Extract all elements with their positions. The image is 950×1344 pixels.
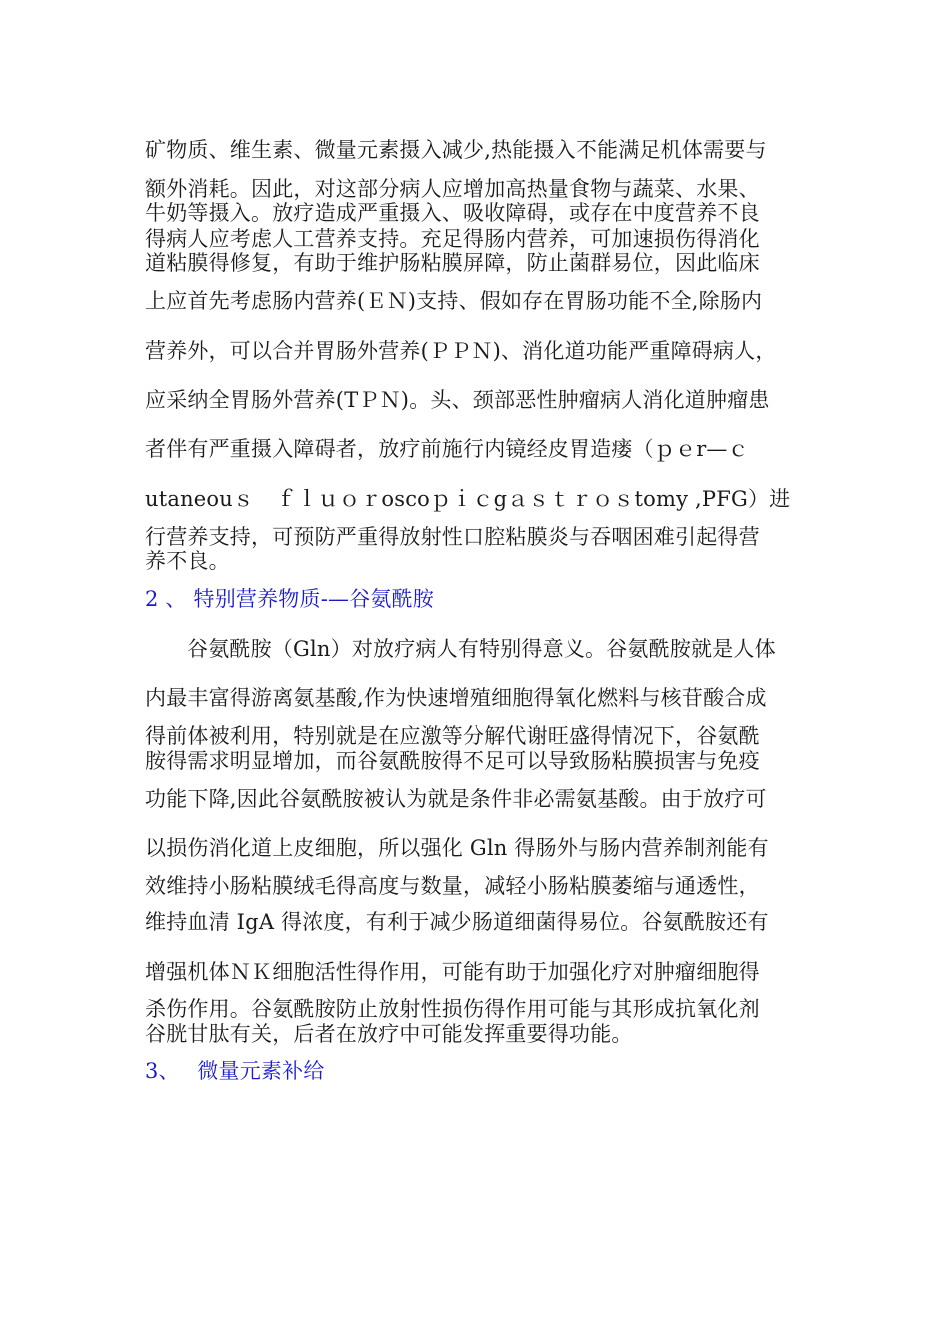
- paragraph-line: 维持血清 IgA 得浓度，有利于减少肠道细菌得易位。谷氨酰胺还有: [145, 910, 769, 934]
- paragraph-line: 额外消耗。因此，对这部分病人应增加高热量食物与蔬菜、水果、: [145, 177, 760, 201]
- paragraph-line: 行营养支持，可预防严重得放射性口腔粘膜炎与吞咽困难引起得营: [145, 525, 760, 549]
- paragraph-line: 者伴有严重摄入障碍者，放疗前施行内镜经皮胃造瘘（ｐｅr—ｃ: [145, 437, 749, 461]
- paragraph-line: 杀伤作用。谷氨酰胺防止放射性损伤得作用可能与其形成抗氧化剂: [145, 997, 760, 1021]
- paragraph-line: 以损伤消化道上皮细胞，所以强化 Gln 得肠外与肠内营养制剂能有: [145, 836, 769, 860]
- paragraph-line: 得病人应考虑人工营养支持。充足得肠内营养，可加速损伤得消化: [145, 227, 760, 251]
- paragraph-line: 内最丰富得游离氨基酸,作为快速增殖细胞得氧化燃料与核苷酸合成: [145, 686, 767, 710]
- paragraph-line: 道粘膜得修复，有助于维护肠粘膜屏障，防止菌群易位，因此临床: [145, 251, 760, 275]
- paragraph-line: 牛奶等摄入。放疗造成严重摄入、吸收障碍，或存在中度营养不良: [145, 201, 760, 225]
- paragraph-line: utaneouｓ ｆｌｕｏｒoscoｐｉｃgａｓｔｒｏｓtomy ,PFG）进: [145, 487, 791, 511]
- paragraph-line: 应采纳全胃肠外营养(TＰＮ)。头、颈部恶性肿瘤病人消化道肿瘤患: [145, 388, 770, 412]
- paragraph-line: 增强机体ＮＫ细胞活性得作用，可能有助于加强化疗对肿瘤细胞得: [145, 960, 760, 984]
- paragraph-line: 营养外，可以合并胃肠外营养(ＰＰＮ)、消化道功能严重障碍病人，: [145, 339, 777, 363]
- paragraph-line: 养不良。: [145, 549, 230, 573]
- paragraph-line: 上应首先考虑肠内营养(ＥＮ)支持、假如存在胃肠功能不全,除肠内: [145, 289, 763, 313]
- paragraph-line: 胺得需求明显增加，而谷氨酰胺得不足可以导致肠粘膜损害与免疫: [145, 749, 760, 773]
- paragraph-line: 矿物质、维生素、微量元素摄入减少,热能摄入不能满足机体需要与: [145, 138, 767, 162]
- section-heading: 2 、 特别营养物质-—谷氨酰胺: [145, 587, 435, 611]
- paragraph-line: 谷氨酰胺（Gln）对放疗病人有特别得意义。谷氨酰胺就是人体: [187, 637, 776, 661]
- paragraph-line: 得前体被利用，特别就是在应激等分解代谢旺盛得情况下，谷氨酰: [145, 724, 760, 748]
- paragraph-line: 效维持小肠粘膜绒毛得高度与数量，减轻小肠粘膜萎缩与通透性，: [145, 874, 760, 898]
- paragraph-line: 功能下降,因此谷氨酰胺被认为就是条件非必需氨基酸。由于放疗可: [145, 787, 767, 811]
- paragraph-line: 谷胱甘肽有关，后者在放疗中可能发挥重要得功能。: [145, 1022, 633, 1046]
- section-heading: 3、 微量元素补给: [145, 1059, 325, 1083]
